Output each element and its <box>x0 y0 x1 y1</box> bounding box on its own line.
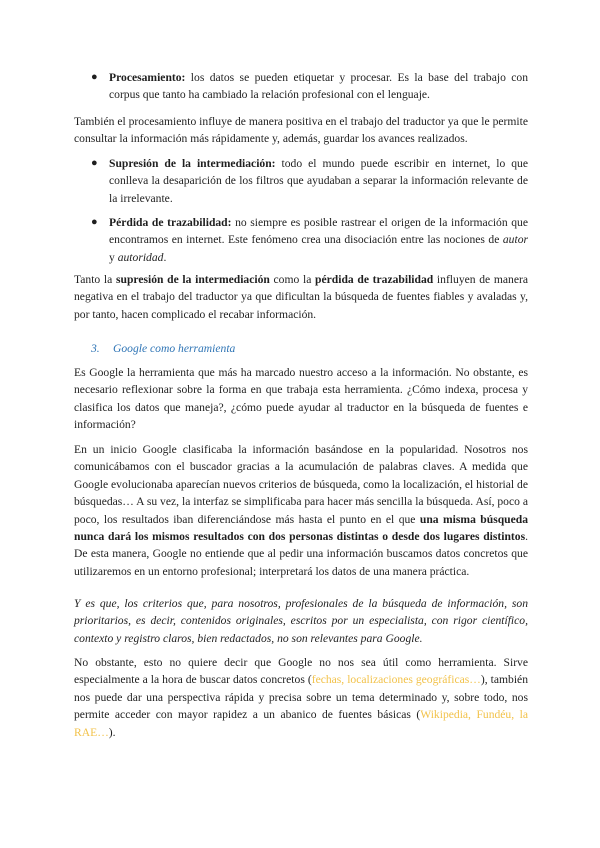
bullet-text-end: . <box>163 250 167 264</box>
bullet-dot: ● <box>91 157 98 169</box>
bullet-procesamiento <box>109 69 528 104</box>
bullet-perdida <box>109 214 528 266</box>
bullet-term: Procesamiento: <box>109 71 186 84</box>
highlight-link[interactable]: fechas, localizaciones geográficas… <box>311 673 481 687</box>
text-run: No obstante, esto no quiere decir que Google no nos sea útil como herramienta. Sirve especialmente a la hora de buscar datos concretos ( <box>74 656 528 687</box>
bold-run: supresión de la intermediación <box>115 273 270 286</box>
heading-title: Google como herramienta <box>113 342 236 355</box>
bullet-term: Supresión de la intermediación: <box>109 157 276 170</box>
bullet-dot: ● <box>91 71 98 83</box>
bold-run: pérdida de trazabilidad <box>315 273 434 286</box>
section-heading <box>91 340 235 357</box>
text-run: Tanto la <box>74 273 116 286</box>
text-run: como la <box>269 273 316 286</box>
paragraph-4 <box>74 441 528 580</box>
paragraph-5-italic: Y es que, los criterios que, para nosotros, profesionales de la búsqueda de información, son prioritarios, es decir, contenidos originales, escritos por un especialista, con rigor científico, contexto y registro claros, bien redactados, no son relevantes para Google. <box>74 597 528 645</box>
bullet-dot: ● <box>91 216 98 228</box>
highlight-link[interactable]: Wikipedia, Fundéu, la RAE… <box>74 708 528 739</box>
text-run: influyen de manera negativa en el trabajo del traductor ya que dificultan la búsqueda de fuentes fiables y avaladas y, por tanto, hacen complicado el recabar información. <box>74 273 528 321</box>
italic-word: autoridad <box>117 250 164 264</box>
paragraph-6 <box>74 654 528 741</box>
text-run: . De esta manera, Google no entiende que al pedir una información buscamos datos concretos que utilizaremos en un entorno profesional; interpretará los datos de una manera práctica. <box>74 530 528 578</box>
text-run: ), también nos puede dar una perspectiva rápida y precisa sobre un tema determinado y, sobre todo, nos permite acceder con mayor rapidez a un abanico de fuentes básicas ( <box>74 673 528 722</box>
bold-run: una misma búsqueda nunca dará los mismos resultados con dos personas distintas o desde dos lugares distintos <box>74 512 528 544</box>
bullet-term: Pérdida de trazabilidad: <box>109 216 232 229</box>
text-run: En un inicio Google clasificaba la información basándose en la popularidad. Nosotros nos comunicábamos con el buscador gracias a la acumulación de palabras claves. A medida que Google evolucionaba aparecían nuevos criterios de búsqueda, como la localización, el historial de búsquedas… A su vez, la interfaz se simplificaba para hacer más sencilla la búsqueda. Así, poco a poco, los resultados iban diferenciándose más hasta el punto en el que <box>74 443 528 526</box>
heading-number: 3. <box>91 342 100 355</box>
bullet-text: los datos se pueden etiquetar y procesar. Es la base del trabajo con corpus que tanto ha cambiado la relación profesional con el lenguaje. <box>109 71 528 102</box>
bullet-text-mid: y <box>109 250 118 264</box>
bullet-supresion <box>109 155 528 207</box>
text-run: ). <box>108 725 116 739</box>
bullet-text: no siempre es posible rastrear el origen de la información que encontramos en internet. Este fenómeno crea una disociación entre las nociones de <box>109 216 528 247</box>
italic-word: autor <box>502 233 528 247</box>
paragraph-1: También el procesamiento influye de manera positiva en el trabajo del traductor ya que le permite consultar la información más rápidamente y, además, guardar los avances realizados. <box>74 115 528 146</box>
paragraph-3: Es Google la herramienta que más ha marcado nuestro acceso a la información. No obstante, es necesario reflexionar sobre la forma en que trabaja esta herramienta. ¿Cómo indexa, procesa y clasifica los datos que maneja?, ¿cómo puede ayudar al traductor en la búsqueda de fuentes e información? <box>74 366 528 432</box>
bullet-text: todo el mundo puede escribir en internet, lo que conlleva la desaparición de los filtros que ayudaban a separar la información relevante de la irrelevante. <box>109 157 528 205</box>
paragraph-2 <box>74 271 528 323</box>
